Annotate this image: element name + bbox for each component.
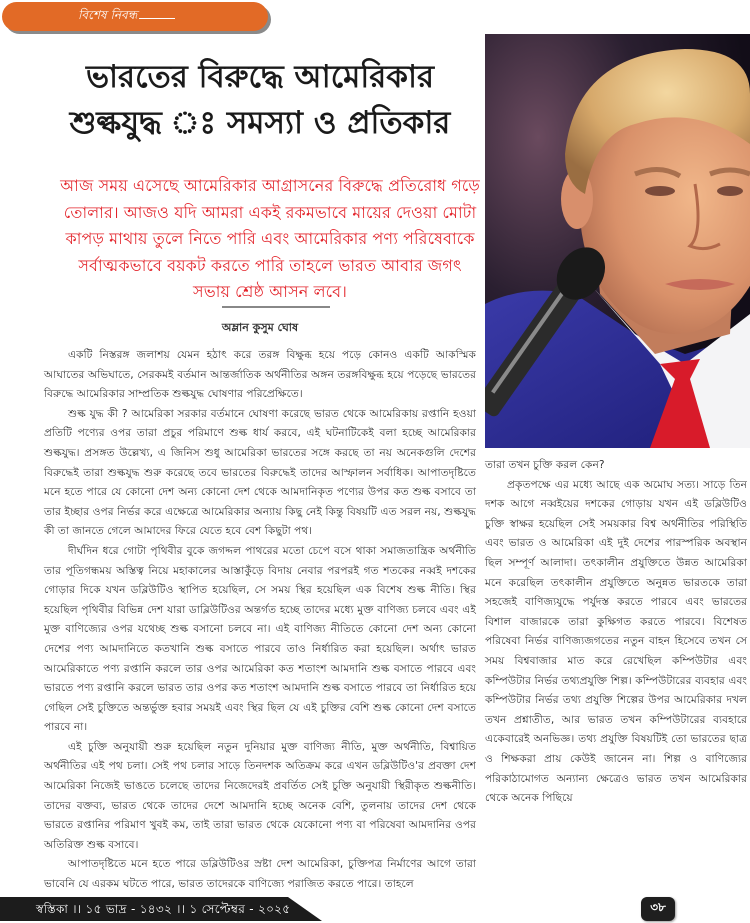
author-byline: অম্লান কুসুম ঘোষ	[221, 321, 299, 334]
paragraph: প্রকৃতপক্ষে এর মধ্যে আছে এক অমোঘ সত্য। সাড়ে তিন দশক আগে নব্বইয়ের দশকের গোড়ায় যখন এই ডব্লিউটিও চুক্তি স্বাক্ষর হয়েছিল সেই সময়কার বিশ্ব অর্থনীতির পরিস্থিতি এবং ভারত ও আমেরিকা এই দুই দেশের পারস্পরিক অবস্থান ছিল সম্পূর্ণ আলাদা। তৎকালীন প্রযুক্তিতে উন্নত আমেরিকা মনে করেছিল তৎকালীন প্রযুক্তিতে অনুন্নত ভারতকে তারা সহজেই বাণিজ্যযুদ্ধে পর্যুদস্ত করতে পারবে এবং ভারতের বিশাল বাজারকে তারা কুক্ষিগত করতে পারবে। বিশেষত পরিষেবা নির্ভর বাণিজ্যজগতের নতুন বাহন হিসেবে তখন সে সময় বিশ্ববাজার মাত করে রেখেছিল কম্পিউটার এবং কম্পিউটার নির্ভর তথ্যপ্রযুক্তি শিল্প। কম্পিউটারের ব্যবহার এবং কম্পিউটার নির্ভর তথ্য প্রযুক্তি শিল্পের উপর আমেরিকার দখল তখন প্রশ্নাতীত, আর ভারত তখন কম্পিউটারের ব্যবহারে একেবারেই অনভিজ্ঞ। তথ্য প্রযুক্তি বিষয়টিই তো ভারতের ছাত্র ও শিক্ষকরা প্রায় কেউই জানেন না। শিল্প ও বাণিজ্যের পরিকাঠামোগত অন্যান্য ক্ষেত্রেও ভারত তখন আমেরিকার থেকে অনেক পিছিয়ে	[485, 477, 747, 805]
paragraph: এই চুক্তি অনুযায়ী শুরু হয়েছিল নতুন দুনিয়ার মুক্ত বাণিজ্য নীতি, মুক্ত অর্থনীতি, বিশ্বায়িত অর্থনীতির এই পথ চলা। সেই পথ চলার সাড়ে তিনদশক অতিক্রম করে এখন ডব্লিউটিও'র প্রবক্তা দেশ আমেরিকা নিজেই ভাঙতে চলেছে তাদের নিজেদেরই প্রবর্তিত সেই চুক্তি অনুযায়ী স্থিরীকৃত শুল্কনীতি। তাদের বক্তব্য, ভারত থেকে তাদের দেশে আমদানি হচ্ছে অনেক বেশি, তুলনায় তাদের দেশ থেকে ভারতে রপ্তানির পরিমাণ খুবই কম, তাই তারা ভারত থেকে যেকোনো পণ্য বা পরিষেবা আমদানির ওপর অতিরিক্ত শুল্ক বসাবে।	[44, 739, 476, 851]
article-body-right-column	[485, 455, 747, 808]
paragraph: শুল্ক যুদ্ধ কী ? আমেরিকা সরকার বর্তমানে ঘোষণা করেছে ভারত থেকে আমেরিকায় রপ্তানি হওয়া প্রতিটি পণ্যের ওপর তারা প্রচুর পরিমাণে শুল্ক ধার্য করবে, এই ঘটনাটিকেই বলা হচ্ছে আমেরিকার শুল্কযুদ্ধ। প্রসঙ্গত উল্লেখ্য, এ জিনিস শুধু আমেরিকা ভারতের সঙ্গে করছে তা নয় অনেকগুলি দেশের বিরুদ্ধেই তারা শুল্কযুদ্ধ শুরু করেছে তবে ভারতের বিরুদ্ধেই তাদের আস্ফালন সর্বাধিক। আপাতদৃষ্টিতে মনে হতে পারে যে কোনো দেশ অন্য কোনো দেশ থেকে আমদানিকৃত পণ্যের উপর কত শুল্ক বসাবে তা তার ইচ্ছার ওপর নির্ভর করে এক্ষেত্রে আমেরিকার অন্যায় কিছু নেই কিন্তু বিষয়টি এত সরল নয়, শুল্কযুদ্ধ কী তা জানতে গেলে আমাদের ফিরে যেতে হবে বেশ কিছুটা পথ।	[44, 406, 476, 538]
paragraph: আপাতদৃষ্টিতে মনে হতে পারে ডব্লিউটিওর স্রষ্টা দেশ আমেরিকা, চুক্তিপত্র নির্মাণের আগে তারা ভাবেনি যে এরকম ঘটতে পারে, ভারত তাদেরকে বাণিজ্যে পরাজিত করতে পারে। তাহলে	[44, 857, 476, 891]
issue-info: স্বস্তিকা ।। ১৫ ভাদ্র - ১৪৩২ ।। ১ সেপ্টেম্বর - ২০২৫	[36, 902, 291, 916]
article-body-left-column	[44, 345, 476, 894]
section-label-rule	[139, 18, 175, 19]
portrait-illustration	[485, 34, 750, 448]
byline-divider	[222, 306, 330, 308]
page-number: ৩৮	[641, 897, 675, 921]
article-standfirst: আজ সময় এসেছে আমেরিকার আগ্রাসনের বিরুদ্ধে প্রতিরোধ গড়ে তোলার। আজও যদি আমরা একই রকমভাবে মায়ের দেওয়া মোটা কাপড় মাথায় তুলে নিতে পারি এবং আমেরিকার পণ্য পরিষেবাকে সর্বাত্মকভাবে বয়কট করতে পারি তাহলে ভারত আবার জগৎ সভায় শ্রেষ্ঠ আসন লবে।	[60, 176, 480, 302]
article-title-line-1: ভারতের বিরুদ্ধে আমেরিকার	[85, 59, 435, 95]
issue-footer-bar	[0, 897, 325, 921]
paragraph: তারা তখন চুক্তি করল কেন?	[485, 458, 605, 471]
paragraph: একটি নিস্তরঙ্গ জলাশয় যেমন হঠাৎ করে তরঙ্গ বিক্ষুব্ধ হয়ে পড়ে কোনও একটি আকস্মিক আঘাতের অভিঘাতে, সেরকমই বর্তমান আন্তর্জাতিক অর্থনীতির অঙ্গন তরঙ্গবিক্ষুব্ধ হয়ে পড়েছে ভারতের বিরুদ্ধে আমেরিকার সাম্প্রতিক শুল্কযুদ্ধ ঘোষণার পরিপ্রেক্ষিতে।	[44, 348, 476, 401]
article-photo	[485, 34, 750, 448]
article-title	[40, 54, 480, 146]
paragraph: দীর্ঘদিন ধরে গোটা পৃথিবীর বুকে জগদ্দল পাথরের মতো চেপে বসে থাকা সমাজতান্ত্রিক অর্থনীতি তার পূতিগন্ধময় অস্তিত্ব নিয়ে মহাকালের আস্তাকুঁড়ে বিদায় নেবার পরপরই গত শতকের নব্বই দশকের গোড়ার দিকে যখন ডব্লিউটিও স্থাপিত হয়েছিল, সে সময় স্থির হয়েছিল এক বিশেষ শুল্ক নীতি। স্থির হয়েছিল পৃথিবীর বিভিন্ন দেশ যারা ডাব্লিউটিওর অন্তর্গত হচ্ছে তাদের মধ্যে মুক্ত বাণিজ্য চলবে এবং এই মুক্ত বাণিজ্যের ওপর যথেচ্ছ শুল্ক বসানো চলবে না। এই বাণিজ্য নীতিতে কোনো দেশ অন্য কোনো দেশের পণ্য আমদানিতে কতখানি শুল্ক বসাতে পারবে তাও নির্ধারিত করা হয়েছিল। অর্থাৎ ভারত আমেরিকাতে পণ্য রপ্তানি করলে তার ওপর আমেরিকা কত শতাংশ আমদানি শুল্ক বসাতে পারবে এবং ভারতে পণ্য রপ্তানি করলে ভারত তার ওপর কত শতাংশ আমদানি শুল্ক বসাতে পারবে তা নির্ধারিত হয়ে গেছিল সেই চুক্তিতে অন্তর্ভুক্ত হবার সময়ই এবং স্থির ছিল যে এই চুক্তির বেশি শুল্ক কোনো দেশ বসাতে পারবে না।	[44, 543, 476, 734]
article-title-line-2: শুল্কযুদ্ধ ঃ সমস্যা ও প্রতিকার	[69, 105, 451, 141]
section-label-pill	[2, 2, 268, 31]
section-label: বিশেষ নিবন্ধ	[78, 7, 138, 22]
